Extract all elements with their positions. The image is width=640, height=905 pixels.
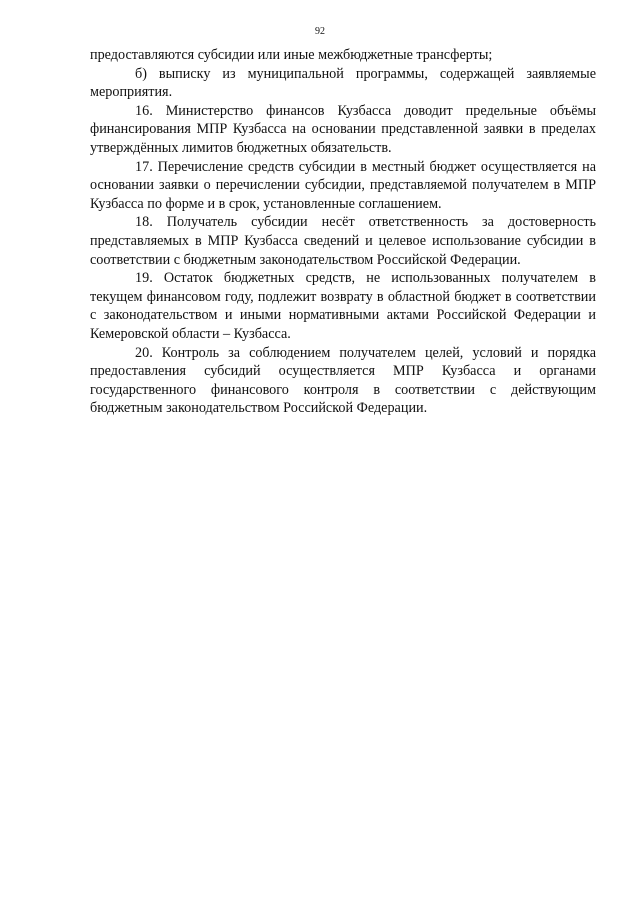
- paragraph-20: 20. Контроль за соблюдением получателем целей, условий и порядка предоставления субсидий осуществляется МПР Кузбасса и органами государственного финансового контроля в соответствии с действующим бюджетным законодательством Российской Федерации.: [90, 344, 596, 417]
- paragraph-item-b: б) выписку из муниципальной программы, содержащей заявляемые мероприятия.: [90, 65, 596, 101]
- paragraph-continuation: предоставляются субсидии или иные межбюджетные трансферты;: [90, 47, 493, 63]
- paragraph-16: 16. Министерство финансов Кузбасса доводит предельные объёмы финансирования МПР Кузбасса на основании представленной заявки в пределах утверждённых лимитов бюджетных обязательств.: [90, 102, 596, 156]
- paragraph-18: 18. Получатель субсидии несёт ответственность за достоверность представляемых в МПР Кузбасса сведений и целевое использование субсидии в соответствии с бюджетным законодательством Российской Федерации.: [90, 214, 596, 268]
- paragraph-17: 17. Перечисление средств субсидии в местный бюджет осуществляется на основании заявки о перечислении субсидии, представляемой получателем в МПР Кузбасса по форме и в срок, установленные соглашением.: [90, 158, 596, 212]
- document-body: [90, 46, 596, 418]
- paragraph-19: 19. Остаток бюджетных средств, не использованных получателем в текущем финансовом году, подлежит возврату в областной бюджет в соответствии с законодательством и иными нормативными актами Российской Федерации и Кемеровской области – Кузбасса.: [90, 270, 596, 342]
- page-number: 92: [315, 26, 325, 37]
